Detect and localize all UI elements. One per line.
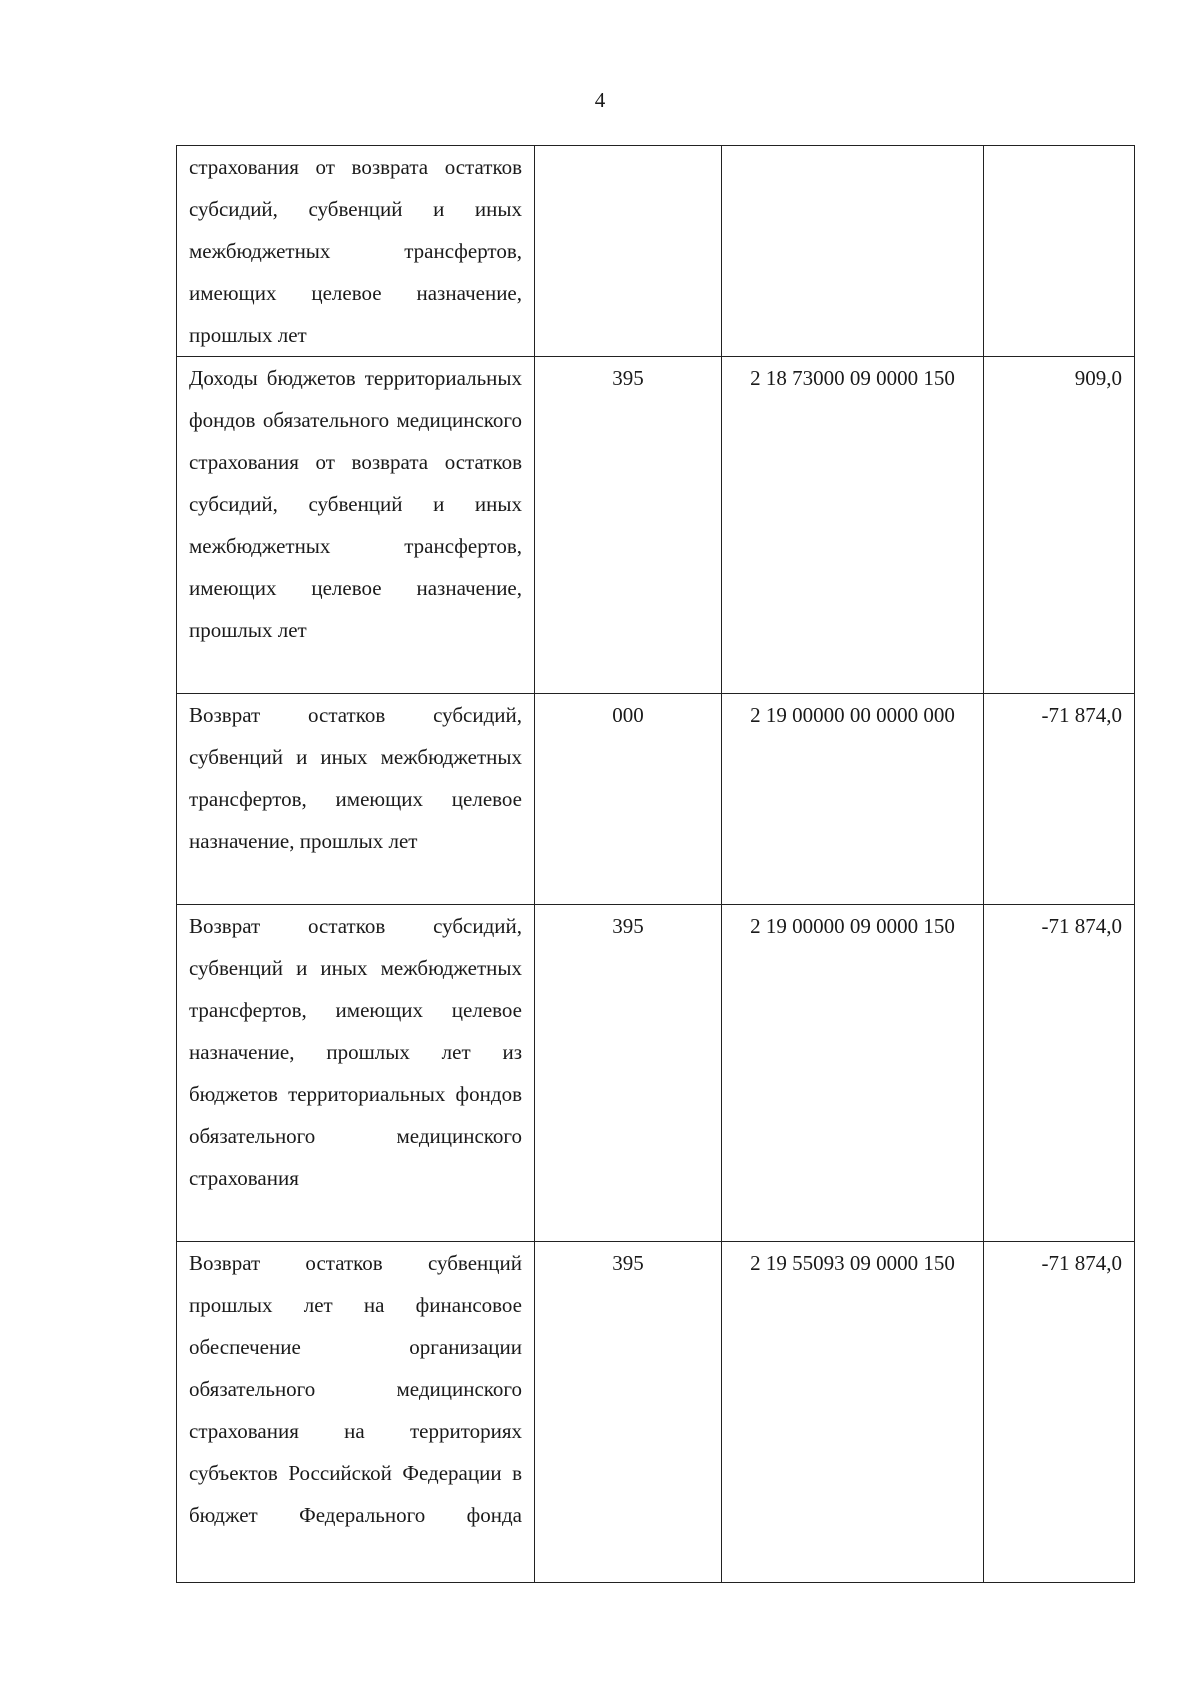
- table-row: [177, 905, 1135, 1242]
- amount: -71 874,0: [984, 1242, 1135, 1583]
- table-row: [177, 146, 1135, 357]
- admin-code: 395: [535, 905, 722, 1242]
- admin-code: [535, 146, 722, 357]
- budget-table: [176, 145, 1135, 1583]
- row-description: Возврат остатков субсидий, субвенций и иных межбюджетных трансфертов, имеющих целевое назначение, прошлых лет: [177, 694, 535, 905]
- budget-code: 2 19 00000 09 0000 150: [722, 905, 984, 1242]
- table-row: [177, 694, 1135, 905]
- admin-code: 395: [535, 357, 722, 694]
- row-description: страхования от возврата остатков субсидий, субвенций и иных межбюджетных трансфертов, имеющих целевое назначение, прошлых лет: [177, 146, 535, 357]
- row-description: Возврат остатков субвенций прошлых лет на финансовое обеспечение организации обязательного медицинского страхования на территориях субъектов Российской Федерации в бюджет Федерального фонда: [177, 1242, 535, 1583]
- budget-code: 2 19 55093 09 0000 150: [722, 1242, 984, 1583]
- amount: -71 874,0: [984, 694, 1135, 905]
- amount: -71 874,0: [984, 905, 1135, 1242]
- amount: [984, 146, 1135, 357]
- table-row: [177, 1242, 1135, 1583]
- table-row: [177, 357, 1135, 694]
- budget-code: 2 18 73000 09 0000 150: [722, 357, 984, 694]
- budget-code: 2 19 00000 00 0000 000: [722, 694, 984, 905]
- amount: 909,0: [984, 357, 1135, 694]
- page-number: 4: [594, 88, 606, 112]
- admin-code: 000: [535, 694, 722, 905]
- budget-code: [722, 146, 984, 357]
- row-description: Доходы бюджетов территориальных фондов обязательного медицинского страхования от возврата остатков субсидий, субвенций и иных межбюджетных трансфертов, имеющих целевое назначение, прошлых лет: [177, 357, 535, 694]
- admin-code: 395: [535, 1242, 722, 1583]
- row-description: Возврат остатков субсидий, субвенций и иных межбюджетных трансфертов, имеющих целевое назначение, прошлых лет из бюджетов территориальных фондов обязательного медицинского страхования: [177, 905, 535, 1242]
